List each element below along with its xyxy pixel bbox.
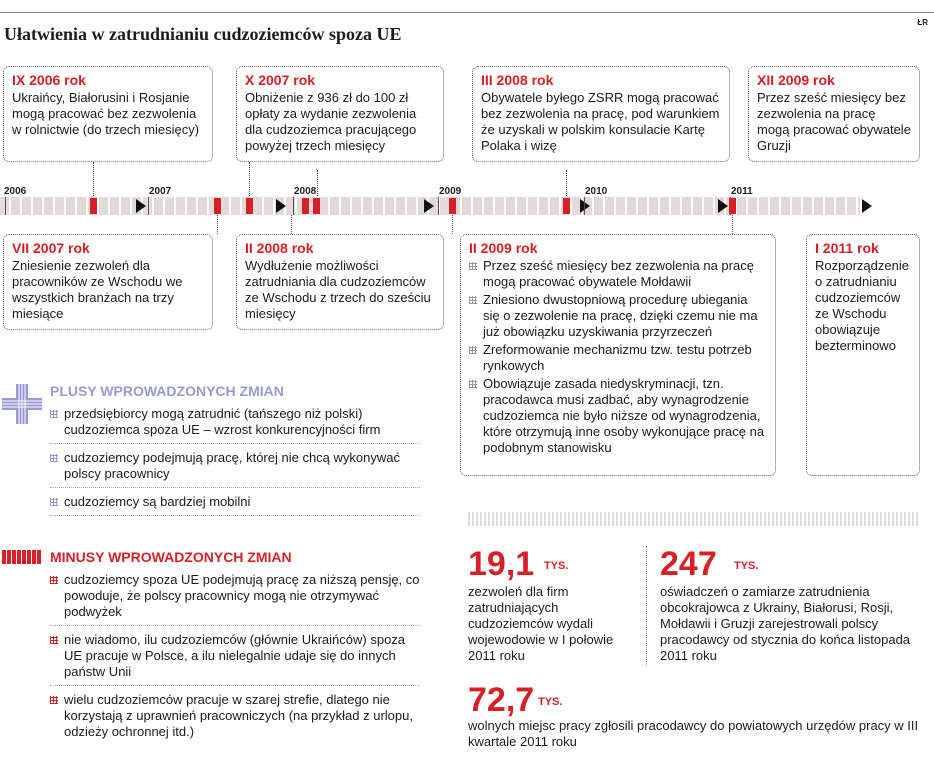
connector-line — [732, 214, 733, 234]
arrow-icon — [424, 199, 434, 213]
stat-unit: TYS. — [538, 696, 563, 708]
list-item: nie wiadomo, ilu cudzoziemców (głównie Ukraińców) spoza UE pracuje w Polsce, a ilu nielegalnie udaje się do innych państw Unii — [50, 632, 420, 686]
list-item: Zreformowanie mechanizmu tzw. testu potrzeb rynkowych — [469, 342, 767, 374]
event-box — [806, 234, 920, 476]
connector-line — [317, 170, 318, 198]
stat-unit: TYS. — [544, 560, 569, 572]
event-text: Przez sześć miesięcy bez zezwolenia na pracę mogą pracować obywatele Gruzji — [757, 90, 911, 153]
bullet-icon — [469, 380, 477, 388]
connector-line — [93, 162, 94, 198]
year-label: 2010 — [585, 186, 608, 197]
plusy-heading: PLUSY WPROWADZONYCH ZMIAN — [50, 383, 284, 399]
connector-line — [452, 214, 453, 234]
event-date: VII 2007 rok — [12, 240, 90, 256]
event-text: Rozporządzenie o zatrudnianiu cudzoziemców ze Wschodu obowiązuje bezterminowo — [815, 258, 909, 353]
event-date: IX 2006 rok — [12, 72, 86, 88]
event-text: Zniesienie zezwoleń dla pracowników ze Wschodu we wszystkich branżach na trzy miesiące — [12, 258, 183, 321]
connector-line — [566, 170, 567, 198]
page-title: Ułatwienia w zatrudnianiu cudzoziemców spoza UE — [4, 24, 402, 44]
stat-value: 19,1 — [468, 545, 535, 583]
year-tick — [438, 197, 439, 215]
event-text: Obywatele byłego ZSRR mogą pracować bez zezwolenia na pracę, pod warunkiem że uzyskali w polskim konsulacie Kartę Polaka i wizę — [481, 90, 720, 153]
event-box-multi — [460, 234, 776, 476]
event-box — [236, 234, 444, 330]
event-box — [3, 66, 213, 162]
arrow-icon — [862, 199, 872, 213]
event-text: Obniżenie z 936 zł do 100 zł opłaty za wydanie zezwolenia dla cudzoziemca pracującego powyżej trzech miesięcy — [245, 90, 417, 153]
year-label: 2007 — [149, 186, 172, 197]
stat-text: oświadczeń o zamiarze zatrudnienia obcokrajowca z Ukrainy, Białorusi, Rosji, Mołdawii i Gruzji zarejestrowali polscy pracodawcy od stycznia do końca listopada 2011 roku — [660, 584, 911, 663]
event-marker — [313, 198, 320, 214]
year-tick — [5, 197, 6, 215]
connector-line — [291, 214, 292, 234]
list-item: przedsiębiorcy mogą zatrudnić (tańszego niż polski) cudzoziemca spoza UE – wzrost konkurencyjności firm — [50, 406, 420, 444]
event-list — [469, 258, 767, 456]
arrow-icon — [276, 199, 286, 213]
year-label: 2011 — [731, 186, 753, 197]
bullet-icon — [50, 696, 58, 704]
list-item: Przez sześć miesięcy bez zezwolenia na pracę mogą pracować obywatele Mołdawii — [469, 258, 767, 290]
event-date: II 2008 rok — [245, 240, 314, 256]
stat-value: 72,7 — [468, 681, 535, 719]
minusy-heading: MINUSY WPROWADZONYCH ZMIAN — [50, 549, 292, 565]
year-tick — [148, 197, 149, 215]
event-marker — [302, 198, 309, 214]
stats-divider — [468, 512, 920, 526]
plus-icon — [2, 384, 42, 424]
event-date: XII 2009 rok — [757, 72, 835, 88]
top-rule — [0, 12, 934, 13]
event-text: Ukraińcy, Białorusini i Rosjanie mogą pracować bez zezwolenia w rolnictwie (do trzech miesięcy) — [12, 90, 200, 137]
event-marker — [449, 198, 456, 214]
minus-icon — [2, 550, 42, 564]
list-item: cudzoziemcy są bardziej mobilni — [50, 494, 420, 516]
year-tick — [293, 197, 294, 215]
bullet-icon — [50, 498, 58, 506]
stat-value: 247 — [660, 545, 717, 583]
stat-unit: TYS. — [734, 560, 759, 572]
year-label: 2006 — [4, 186, 27, 197]
arrow-icon — [580, 199, 590, 213]
minusy-list — [50, 572, 420, 751]
event-date: II 2009 rok — [469, 240, 538, 256]
year-label: 2009 — [439, 186, 462, 197]
bullet-icon — [50, 576, 58, 584]
event-marker — [563, 198, 570, 214]
stat-text: zezwoleń dla firm zatrudniających cudzoziemców wydali wojewodowie w I połowie 2011 roku — [468, 584, 614, 663]
event-date: X 2007 rok — [245, 72, 316, 88]
arrow-icon — [136, 199, 146, 213]
event-box — [472, 66, 730, 162]
event-marker — [729, 198, 736, 214]
event-box — [3, 234, 213, 330]
event-marker — [246, 198, 253, 214]
list-item: wielu cudzoziemców pracuje w szarej strefie, dlatego nie korzystają z uprawnień pracowniczych (na przykład z urlopu, odzieży ochronnej itd.) — [50, 692, 420, 745]
bullet-icon — [50, 410, 58, 418]
event-marker — [90, 198, 97, 214]
event-text: Wydłużenie możliwości zatrudniania dla cudzoziemców ze Wschodu z trzech do sześciu miesięcy — [245, 258, 431, 321]
bullet-icon — [469, 262, 477, 270]
plusy-list — [50, 406, 420, 522]
list-item: Zniesiono dwustopniową procedurę ubiegania się o zezwolenie na pracę, dzięki czemu nie ma już obowiązku uzyskiwania przyrzeczeń — [469, 292, 767, 340]
stat-text: wolnych miejsc pracy zgłosili pracodawcy do powiatowych urzędów pracy w III kwartale 2011 roku — [468, 718, 919, 749]
bullet-icon — [469, 296, 477, 304]
bullet-icon — [469, 346, 477, 354]
list-item: cudzoziemcy podejmują pracę, której nie chcą wykonywać polscy pracownicy — [50, 450, 420, 488]
connector-line — [249, 162, 250, 198]
year-tick — [584, 197, 585, 215]
event-box — [748, 66, 920, 162]
list-item: cudzoziemcy spoza UE podejmują pracę za niższą pensję, co powoduje, że polscy pracownicy mogą nie otrzymywać podwyżek — [50, 572, 420, 626]
event-date: III 2008 rok — [481, 72, 554, 88]
bullet-icon — [50, 454, 58, 462]
event-marker — [214, 198, 221, 214]
bullet-icon — [50, 636, 58, 644]
author-credit: ŁR — [917, 18, 928, 27]
event-box — [236, 66, 444, 162]
arrow-icon — [718, 199, 728, 213]
list-item: Obowiązuje zasada niedyskryminacji, tzn. pracodawca musi zadbać, aby wynagrodzenie cudzoziemca nie było niższe od wynagrodzenia, które otrzymują inne osoby wykonujące pracę na podobnym stanowisku — [469, 376, 767, 456]
connector-line — [217, 214, 218, 234]
event-date: I 2011 rok — [815, 240, 879, 256]
year-label: 2008 — [294, 186, 317, 197]
stat-separator — [646, 546, 647, 666]
